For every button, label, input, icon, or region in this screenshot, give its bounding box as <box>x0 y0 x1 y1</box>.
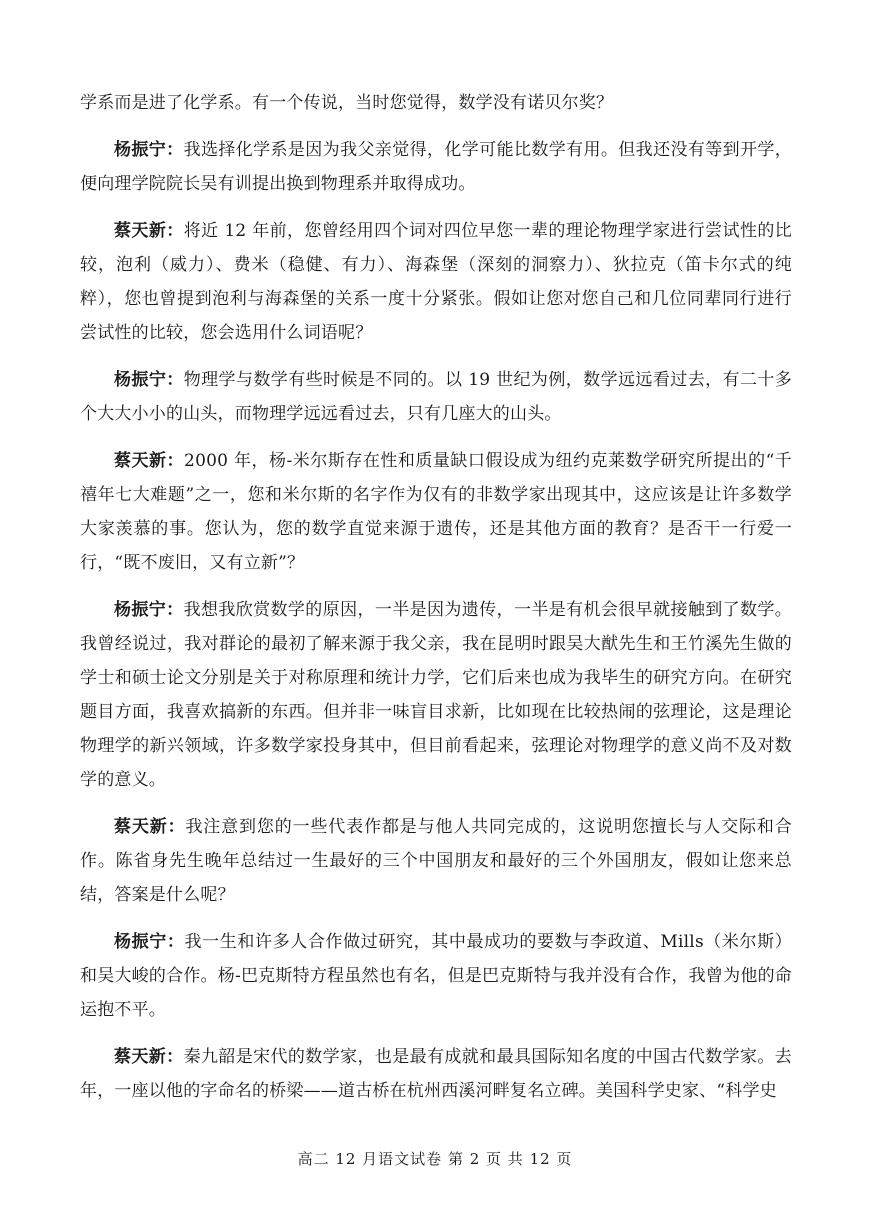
speaker-label: 杨振宁： <box>114 370 184 390</box>
paragraph-text: 我一生和许多人合作做过研究，其中最成功的要数与李政道、Mills（米尔斯）和吴大峻的合作。杨-巴克斯特方程虽然也有名，但是巴克斯特与我并没有合作，我曾为他的命运抱不平。 <box>80 932 792 1020</box>
speaker-label: 蔡天新： <box>114 221 184 241</box>
speaker-label: 杨振宁： <box>114 600 184 620</box>
speaker-label: 蔡天新： <box>114 1047 184 1067</box>
paragraph-yang-2 <box>80 363 792 431</box>
paragraph-text: 秦九韶是宋代的数学家，也是最有成就和最具国际知名度的中国古代数学家。去年，一座以他的字命名的桥梁——道古桥在杭州西溪河畔复名立碑。美国科学史家、“科学史 <box>80 1047 792 1101</box>
paragraph-text: 学系而是进了化学系。有一个传说，当时您觉得，数学没有诺贝尔奖？ <box>80 93 614 113</box>
paragraph-cai-2 <box>80 444 792 580</box>
paragraph-yang-3 <box>80 593 792 797</box>
speaker-label: 杨振宁： <box>114 932 185 952</box>
speaker-label: 杨振宁： <box>114 140 184 160</box>
paragraph-cai-4 <box>80 1040 792 1108</box>
paragraph-yang-1 <box>80 133 792 201</box>
speaker-label: 蔡天新： <box>114 451 185 471</box>
paragraph-cai-3 <box>80 810 792 912</box>
paragraph-text: 我选择化学系是因为我父亲觉得，化学可能比数学有用。但我还没有等到开学，便向理学院院长吴有训提出换到物理系并取得成功。 <box>80 140 792 194</box>
paragraph-text: 我想我欣赏数学的原因，一半是因为遗传，一半是有机会很早就接触到了数学。我曾经说过，我对群论的最初了解来源于我父亲，我在昆明时跟吴大猷先生和王竹溪先生做的学士和硕士论文分别是关于对称原理和统计力学，它们后来也成为我毕生的研究方向。在研究题目方面，我喜欢搞新的东西。但并非一味盲目求新，比如现在比较热闹的弦理论，这是理论物理学的新兴领域，许多数学家投身其中，但目前看起来，弦理论对物理学的意义尚不及对数学的意义。 <box>80 600 792 790</box>
paragraph-text: 2000 年，杨-米尔斯存在性和质量缺口假设成为纽约克莱数学研究所提出的“千禧年七大难题”之一，您和米尔斯的名字作为仅有的非数学家出现其中，这应该是让许多数学大家羡慕的事。您认为，您的数学直觉来源于遗传，还是其他方面的教育？是否干一行爱一行，“既不废旧，又有立新”？ <box>80 451 792 573</box>
paragraph-continuation <box>80 86 792 120</box>
speaker-label: 蔡天新： <box>114 817 186 837</box>
page-footer: 高二 12 月语文试卷 第 2 页 共 12 页 <box>297 1150 573 1168</box>
paragraph-text: 物理学与数学有些时候是不同的。以 19 世纪为例，数学远远看过去，有二十多个大大小小的山头，而物理学远远看过去，只有几座大的山头。 <box>80 370 792 424</box>
paragraph-cai-1 <box>80 214 792 350</box>
paragraph-text: 我注意到您的一些代表作都是与他人共同完成的，这说明您擅长与人交际和合作。陈省身先生晚年总结过一生最好的三个中国朋友和最好的三个外国朋友，假如让您来总结，答案是什么呢？ <box>80 817 792 905</box>
paragraph-yang-4 <box>80 925 792 1027</box>
paragraph-text: 将近 12 年前，您曾经用四个词对四位早您一辈的理论物理学家进行尝试性的比较，泡利（威力）、费米（稳健、有力）、海森堡（深刻的洞察力）、狄拉克（笛卡尔式的纯粹），您也曾提到泡利与海森堡的关系一度十分紧张。假如让您对您自己和几位同辈同行进行尝试性的比较，您会选用什么词语呢？ <box>80 221 792 343</box>
